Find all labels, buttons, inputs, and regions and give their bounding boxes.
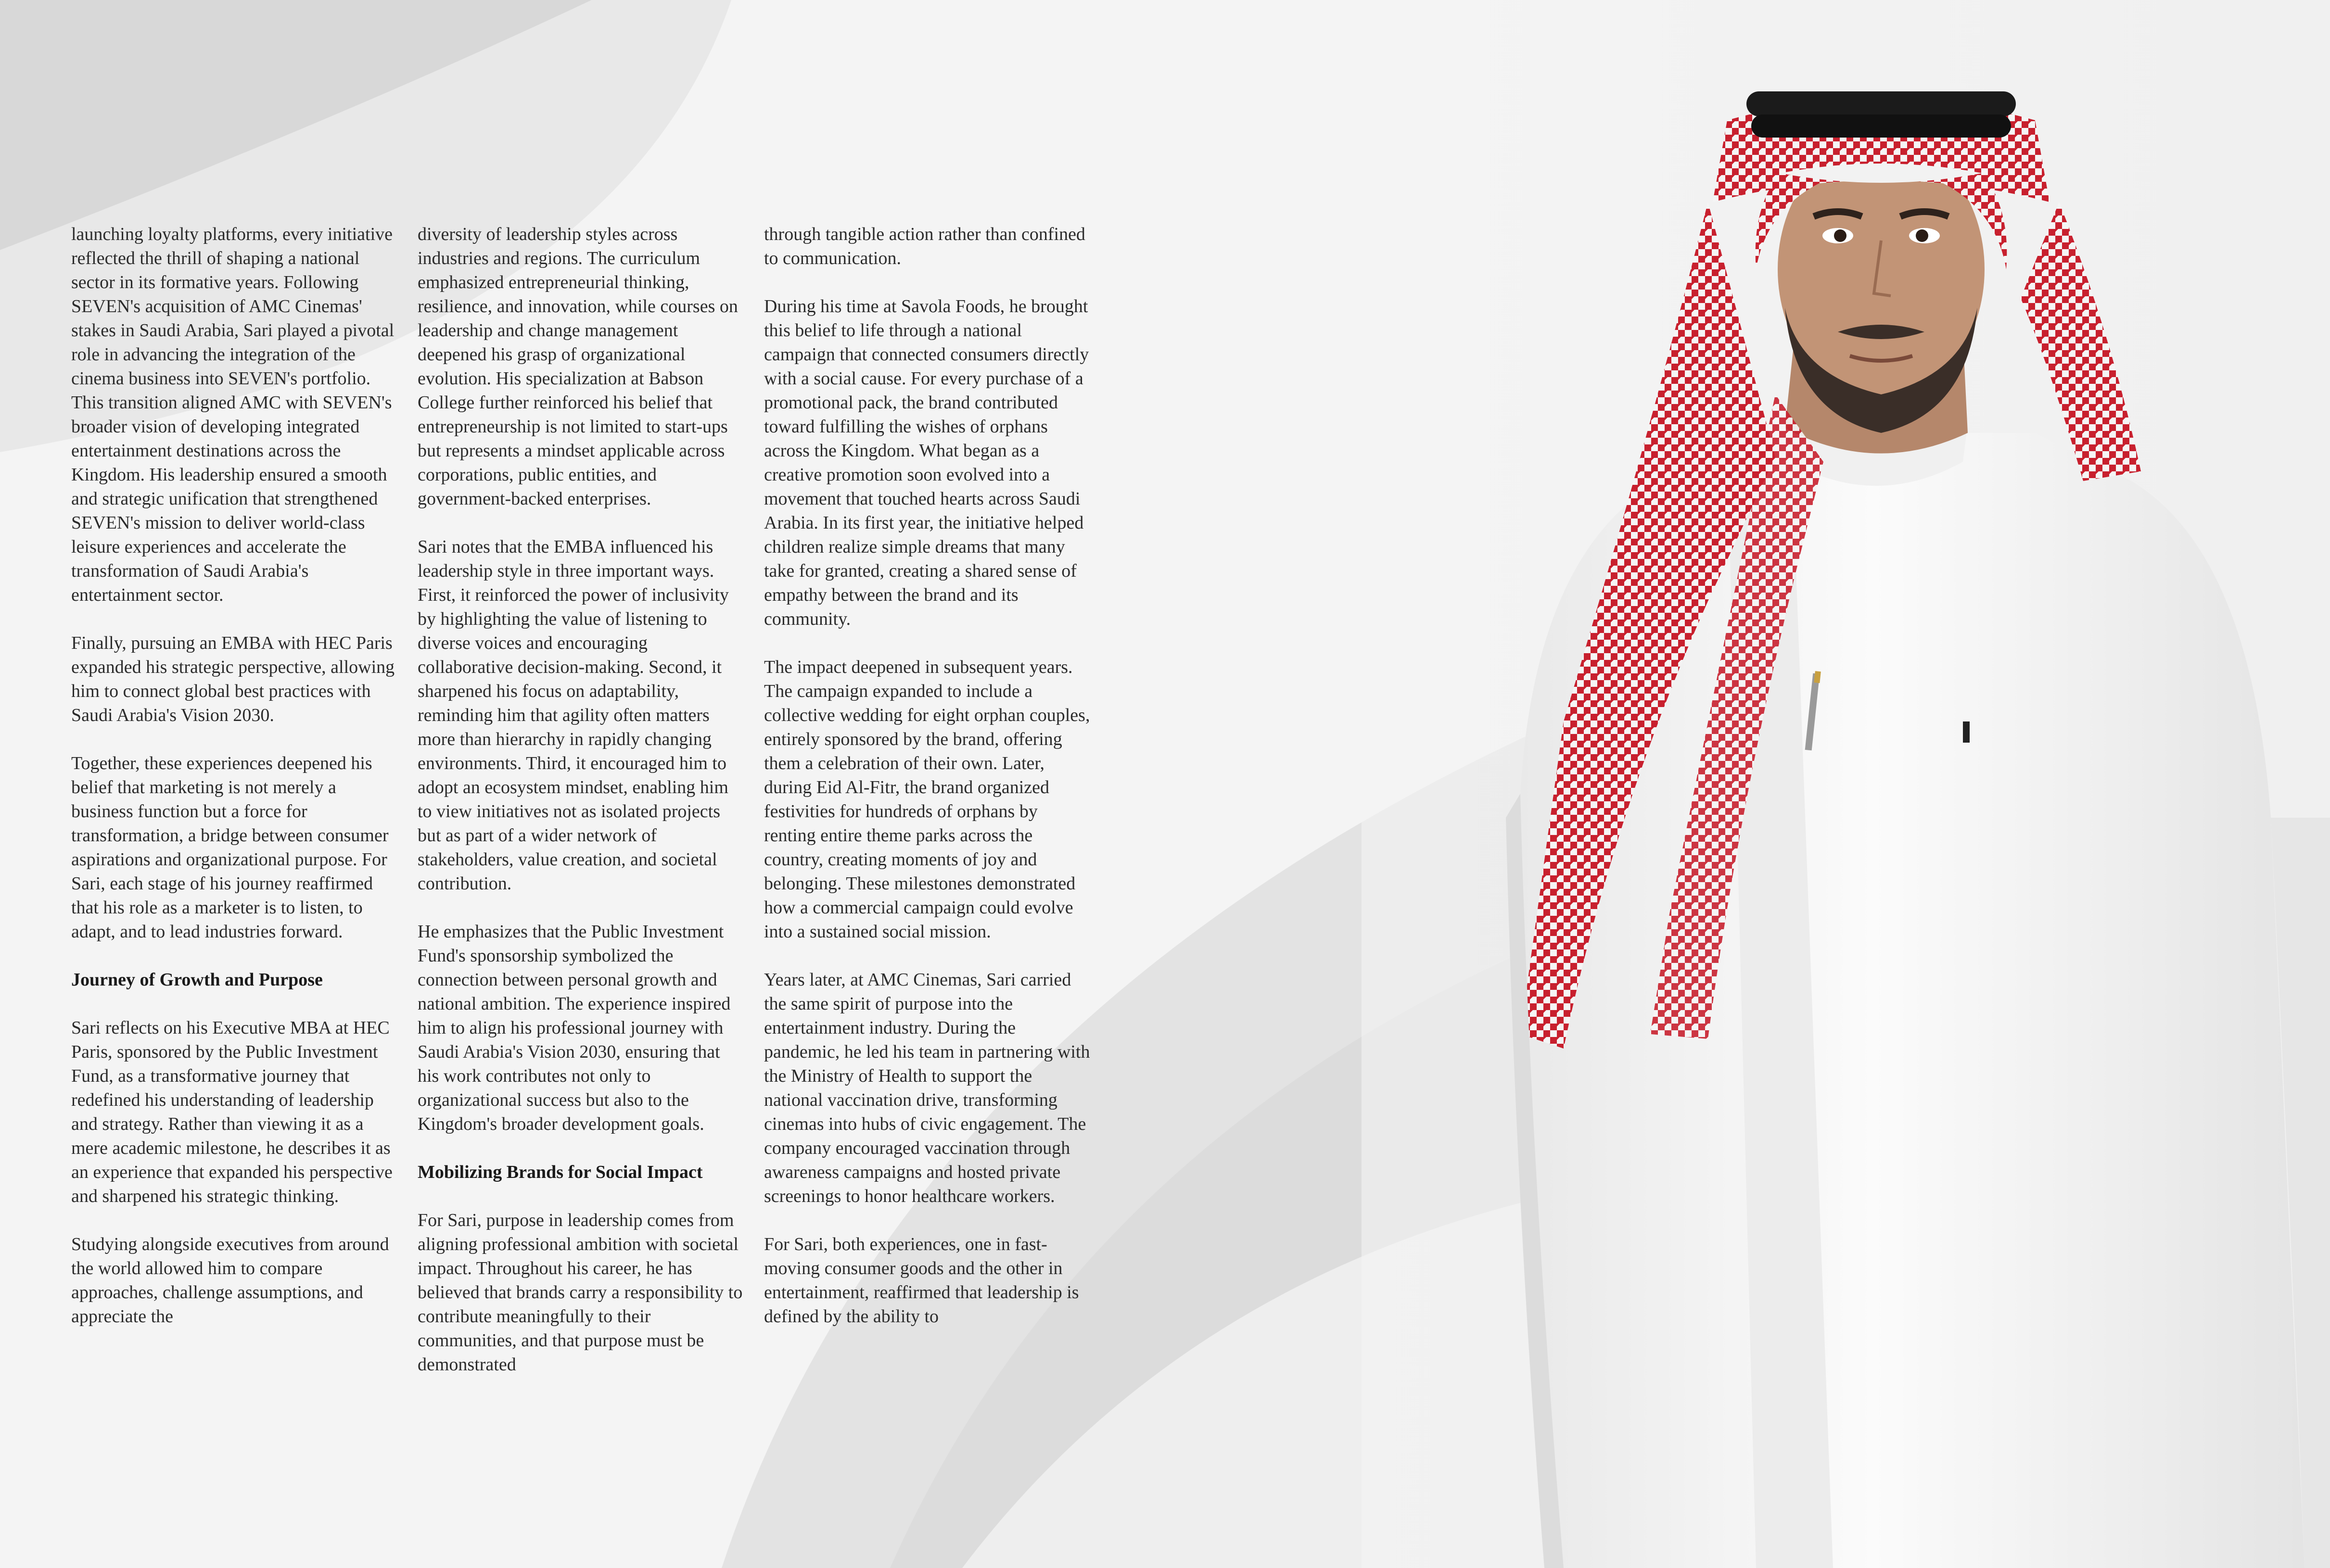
- paragraph: through tangible action rather than confined to communication.: [764, 224, 1085, 268]
- paragraph: During his time at Savola Foods, he brought this belief to life through a national campaign that connected consumers directly with a social cause. For every purchase of a promotional pack, the brand contributed toward fulfilling the wishes of orphans across the Kingdom. What began as a creative promotion soon evolved into a movement that touched hearts across Saudi Arabia. In its first year, the initiative helped children realize simple dreams that many take for granted, creating a shared sense of empathy between the brand and its community.: [764, 296, 1089, 629]
- paragraph: He emphasizes that the Public Investment Fund's sponsorship symbolized the connection between personal growth and national ambition. The experience inspired him to align his professional journey with Saudi Arabia's Vision 2030, ensuring that his work contributes not only to organizational success but also to the Kingdom's broader development goals.: [418, 922, 731, 1134]
- portrait-photo: [1362, 0, 2330, 1568]
- paragraph: For Sari, purpose in leadership comes from aligning professional ambition with societal impact. Throughout his career, he has believed that brands carry a responsibility to contribute meaningfully to their communities, and that purpose must be demonstrated: [418, 1210, 743, 1375]
- text-column-2: [418, 222, 745, 1401]
- paragraph: The impact deepened in subsequent years. The campaign expanded to include a collective wedding for eight orphan couples, entirely sponsored by the brand, offering them a celebration of their own. Later, during Eid Al-Fitr, the brand organized festivities for hundreds of orphans by renting entire theme parks across the country, creating moments of joy and belonging. These milestones demonstrated how a commercial campaign could evolve into a sustained social mission.: [764, 657, 1090, 942]
- text-column-3: [764, 222, 1091, 1353]
- paragraph: For Sari, both experiences, one in fast-moving consumer goods and the other in entertainment, reaffirmed that leadership is defined by the ability to: [764, 1234, 1079, 1327]
- paragraph: Together, these experiences deepened his belief that marketing is not merely a business function but a force for transformation, a bridge between consumer aspirations and organizational purpose. For Sari, each stage of his journey reaffirmed that his role as a marketer is to listen, to adapt, and to lead industries forward.: [71, 753, 389, 942]
- section-heading: Journey of Growth and Purpose: [71, 970, 323, 990]
- paragraph: Finally, pursuing an EMBA with HEC Paris expanded his strategic perspective, allowing him to connect global best practices with Saudi Arabia's Vision 2030.: [71, 633, 395, 725]
- section-heading: Mobilizing Brands for Social Impact: [418, 1162, 703, 1182]
- paragraph: Years later, at AMC Cinemas, Sari carried the same spirit of purpose into the entertainment industry. During the pandemic, he led his team in partnering with the Ministry of Health to support the national vaccination drive, transforming cinemas into hubs of civic engagement. The company encouraged vaccination through awareness campaigns and hosted private screenings to honor healthcare workers.: [764, 970, 1090, 1206]
- paragraph: launching loyalty platforms, every initiative reflected the thrill of shaping a national sector in its formative years. Following SEVEN's acquisition of AMC Cinemas' stakes in Saudi Arabia, Sari played a pivotal role in advancing the integration of the cinema business into SEVEN's portfolio. This transition aligned AMC with SEVEN's broader vision of developing integrated entertainment destinations across the Kingdom. His leadership ensured a smooth and strategic unification that strengthened SEVEN's mission to deliver world-class leisure experiences and accelerate the transformation of Saudi Arabia's entertainment sector.: [71, 224, 395, 605]
- text-column-1: [71, 222, 398, 1353]
- paragraph: Sari reflects on his Executive MBA at HEC Paris, sponsored by the Public Investment Fund, as a transformative journey that redefined his understanding of leadership and strategy. Rather than viewing it as a mere academic milestone, he describes it as an experience that expanded his perspective and sharpened his strategic thinking.: [71, 1018, 393, 1206]
- paragraph: Studying alongside executives from around the world allowed him to compare approaches, challenge assumptions, and appreciate the: [71, 1234, 389, 1327]
- paragraph: Sari notes that the EMBA influenced his leadership style in three important ways. First, it reinforced the power of inclusivity by highlighting the value of listening to diverse voices and encouraging collaborative decision-making. Second, it sharpened his focus on adaptability, reminding him that agility often matters more than hierarchy in rapidly changing environments. Third, it encouraged him to adopt an ecosystem mindset, enabling him to view initiatives not as isolated projects but as part of a wider network of stakeholders, value creation, and societal contribution.: [418, 537, 729, 894]
- paragraph: diversity of leadership styles across industries and regions. The curriculum emphasized entrepreneurial thinking, resilience, and innovation, while courses on leadership and change management deepened his grasp of organizational evolution. His specialization at Babson College further reinforced his belief that entrepreneurship is not limited to start-ups but represents a mindset applicable across corporations, public entities, and government-backed enterprises.: [418, 224, 738, 509]
